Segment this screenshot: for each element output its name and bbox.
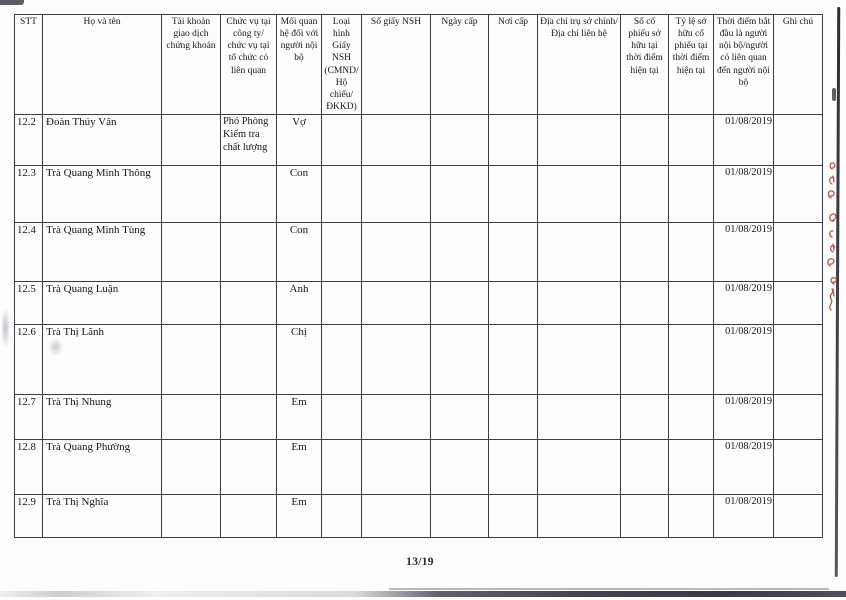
cell-address [538, 495, 621, 538]
cell-account [162, 495, 221, 538]
cell-issue-date [431, 440, 489, 495]
scan-smudge-cell [48, 338, 63, 356]
cell-doc-type [322, 395, 362, 440]
cell-address [538, 282, 621, 325]
cell-ratio [669, 115, 714, 166]
table-row [15, 395, 823, 440]
cell-relationship: Vợ [277, 115, 322, 166]
page-number: 13/19 [406, 556, 434, 568]
cell-position [221, 166, 277, 223]
cell-shares [621, 495, 669, 538]
cell-issue-date [431, 166, 489, 223]
cell-shares [621, 440, 669, 495]
cell-ratio [669, 166, 714, 223]
cell-note [774, 325, 823, 395]
cell-shares [621, 166, 669, 223]
table-header-row [15, 15, 823, 115]
cell-ratio [669, 495, 714, 538]
scan-artifact-top-left [0, 0, 24, 5]
related-persons-table [14, 14, 823, 538]
cell-address [538, 223, 621, 282]
col-header-loai-hinh-giay: Loại hình Giấy NSH (CMND/ Hộ chiếu/ ĐKKD) [322, 15, 362, 115]
cell-name: Trà Quang Minh Tùng [43, 223, 162, 282]
cell-account [162, 115, 221, 166]
cell-doc-type [322, 325, 362, 395]
cell-note [774, 115, 823, 166]
cell-account [162, 395, 221, 440]
table-row [15, 440, 823, 495]
cell-name: Trà Quang Phường [43, 440, 162, 495]
col-header-noi-cap: Nơi cấp [489, 15, 538, 115]
cell-ratio [669, 325, 714, 395]
cell-address [538, 166, 621, 223]
cell-issue-place [489, 325, 538, 395]
cell-note [774, 495, 823, 538]
cell-start-date: 01/08/2019 [714, 282, 774, 325]
cell-doc-number [362, 115, 431, 166]
cell-relationship: Con [277, 223, 322, 282]
scan-smudge-left-margin [1, 308, 10, 348]
col-header-ghi-chu: Ghi chú [774, 15, 823, 115]
cell-issue-date [431, 395, 489, 440]
cell-relationship: Chị [277, 325, 322, 395]
table-row [15, 325, 823, 395]
cell-address [538, 440, 621, 495]
cell-ratio [669, 440, 714, 495]
cell-doc-number [362, 282, 431, 325]
cell-name: Đoàn Thúy Vân [43, 115, 162, 166]
cell-name: Trà Quang Minh Thông [43, 166, 162, 223]
cell-start-date: 01/08/2019 [714, 115, 774, 166]
col-header-moi-quan-he: Mối quan hệ đối với người nội bộ [277, 15, 322, 115]
col-header-so-co-phieu: Số cổ phiếu sở hữu tại thời điểm hiện tại [621, 15, 669, 115]
cell-address [538, 395, 621, 440]
table-row [15, 166, 823, 223]
cell-stt: 12.7 [15, 395, 43, 440]
cell-doc-number [362, 223, 431, 282]
cell-issue-place [489, 223, 538, 282]
table-row [15, 223, 823, 282]
cell-note [774, 395, 823, 440]
cell-start-date: 01/08/2019 [714, 223, 774, 282]
cell-issue-date [431, 223, 489, 282]
cell-doc-number [362, 440, 431, 495]
cell-address [538, 325, 621, 395]
scan-artifact-right-nub [832, 88, 836, 101]
cell-doc-type [322, 495, 362, 538]
cell-note [774, 440, 823, 495]
cell-stt: 12.9 [15, 495, 43, 538]
col-header-so-giay-nsh: Số giấy NSH [362, 15, 431, 115]
table-row [15, 115, 823, 166]
cell-shares [621, 395, 669, 440]
col-header-thoi-diem-bat-dau: Thời điểm bắt đầu là người nội bộ/người có liên quan đến người nội bộ [714, 15, 774, 115]
cell-doc-type [322, 440, 362, 495]
cell-relationship: Con [277, 166, 322, 223]
cell-stt: 12.2 [15, 115, 43, 166]
cell-issue-place [489, 166, 538, 223]
cell-doc-type [322, 166, 362, 223]
cell-name: Trà Thị Lãnh [43, 325, 162, 395]
cell-doc-type [322, 223, 362, 282]
table-row [15, 495, 823, 538]
cell-doc-number [362, 395, 431, 440]
cell-doc-type [322, 115, 362, 166]
col-header-tai-khoan: Tài khoản giao dịch chứng khoán [162, 15, 221, 115]
cell-relationship: Anh [277, 282, 322, 325]
cell-account [162, 440, 221, 495]
cell-address [538, 115, 621, 166]
cell-ratio [669, 223, 714, 282]
cell-issue-place [489, 495, 538, 538]
cell-doc-number [362, 325, 431, 395]
table-row [15, 282, 823, 325]
cell-note [774, 282, 823, 325]
cell-issue-date [431, 282, 489, 325]
scan-artifact-bottom-edge [0, 591, 846, 597]
cell-doc-number [362, 166, 431, 223]
cell-issue-place [489, 115, 538, 166]
cell-start-date: 01/08/2019 [714, 325, 774, 395]
cell-issue-date [431, 115, 489, 166]
cell-relationship: Em [277, 440, 322, 495]
cell-relationship: Em [277, 395, 322, 440]
cell-doc-number [362, 495, 431, 538]
cell-issue-date [431, 495, 489, 538]
col-header-dia-chi: Địa chỉ trụ sở chính/Địa chỉ liên hệ [538, 15, 621, 115]
cell-issue-place [489, 282, 538, 325]
cell-doc-type [322, 282, 362, 325]
col-header-stt: STT [15, 15, 43, 115]
cell-position [221, 223, 277, 282]
cell-account [162, 223, 221, 282]
cell-account [162, 166, 221, 223]
cell-name: Trà Thị Nhung [43, 395, 162, 440]
cell-shares [621, 223, 669, 282]
cell-start-date: 01/08/2019 [714, 495, 774, 538]
col-header-ho-va-ten: Họ và tên [43, 15, 162, 115]
cell-name: Trà Thị Nghĩa [43, 495, 162, 538]
cell-start-date: 01/08/2019 [714, 166, 774, 223]
cell-issue-place [489, 395, 538, 440]
cell-note [774, 223, 823, 282]
cell-position [221, 495, 277, 538]
cell-note [774, 166, 823, 223]
cell-shares [621, 115, 669, 166]
col-header-ngay-cap: Ngày cấp [431, 15, 489, 115]
cell-stt: 12.6 [15, 325, 43, 395]
cell-shares [621, 282, 669, 325]
cell-ratio [669, 282, 714, 325]
cell-position: Phó Phòng Kiểm tra chất lượng [221, 115, 277, 166]
cell-position [221, 395, 277, 440]
col-header-ty-le: Tỷ lệ sở hữu cổ phiếu tại thời điểm hiện tại [669, 15, 714, 115]
cell-issue-place [489, 440, 538, 495]
cell-start-date: 01/08/2019 [714, 395, 774, 440]
cell-start-date: 01/08/2019 [714, 440, 774, 495]
cell-position [221, 282, 277, 325]
cell-account [162, 325, 221, 395]
cell-position [221, 325, 277, 395]
cell-stt: 12.5 [15, 282, 43, 325]
cell-shares [621, 325, 669, 395]
col-header-chuc-vu: Chức vụ tại công ty/ chức vụ tại tổ chức có liên quan [221, 15, 277, 115]
cell-stt: 12.4 [15, 223, 43, 282]
cell-stt: 12.3 [15, 166, 43, 223]
cell-position [221, 440, 277, 495]
cell-issue-date [431, 325, 489, 395]
handwriting-annotation-icon [822, 146, 840, 316]
cell-stt: 12.8 [15, 440, 43, 495]
cell-account [162, 282, 221, 325]
cell-ratio [669, 395, 714, 440]
cell-name: Trà Quang Luận [43, 282, 162, 325]
cell-relationship: Em [277, 495, 322, 538]
